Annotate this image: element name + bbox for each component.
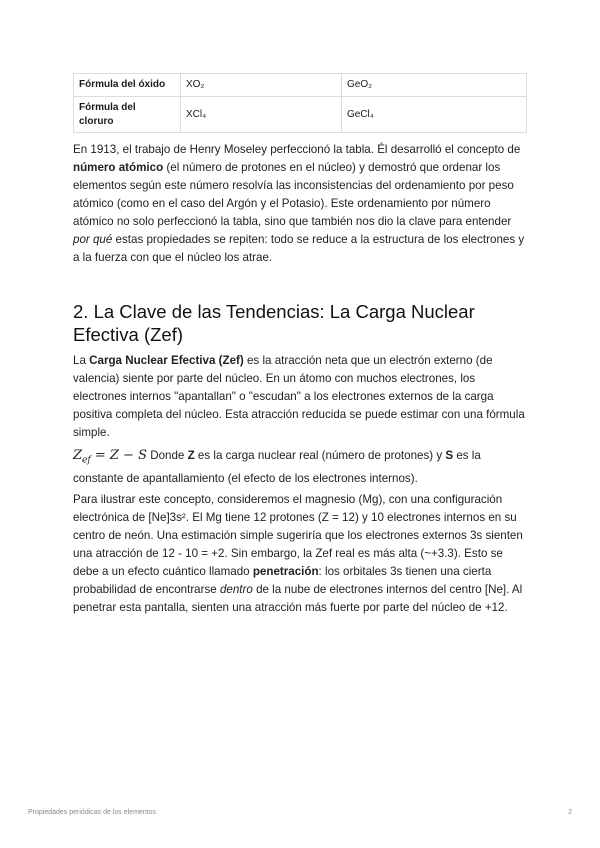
text-run: (el número de protones en el núcleo) y demostró que ordenar los elementos según este número resolvía las inconsistencias del ordenamiento por peso atómico (como en el caso del Argón y el Potasio). Este ordenamiento por número atómico no solo perfeccionó la tabla, sino que también nos dio la clave para entender <box>73 161 514 228</box>
row-header <box>74 97 181 133</box>
row-header: Fórmula del óxido <box>74 74 181 97</box>
text-run: estas propiedades se repiten: todo se reduce a la estructura de los electrones y a la fuerza con que el núcleo los atrae. <box>73 233 525 264</box>
table-row <box>74 97 527 133</box>
text-run: es la carga nuclear real (número de protones) y <box>194 449 446 462</box>
formula-rest: = Z − S <box>90 448 147 463</box>
row-header-line: cloruro <box>79 115 114 127</box>
bold-term: número atómico <box>73 161 164 174</box>
formula-variable: Z <box>73 448 83 463</box>
text-run: : los orbitales 3s tienen una cierta probabilidad de encontrarse <box>73 565 492 596</box>
text-run: es la constante de apantallamiento (el efecto de los electrones internos). <box>73 449 481 485</box>
magnesium-paragraph <box>73 491 528 617</box>
table-cell: GeO₂ <box>342 74 527 97</box>
text-run: de la nube de electrones internos del centro [Ne]. Al penetrar esta pantalla, sienten una atracción más fuerte por parte del núcleo de +12. <box>73 583 523 614</box>
bold-term: Z <box>187 449 195 462</box>
bold-term: penetración <box>252 565 319 578</box>
text-run: es la atracción neta que un electrón externo (de valencia) siente por parte del núcleo. En un átomo con muchos electrones, los electrones internos "apantallan" o "escudan" a los electrones externos de la carga positiva completa del núcleo. Esta atracción reducida se puede estimar con una fórmula simple. <box>73 354 525 439</box>
text-run: En 1913, el trabajo de Henry Moseley perfeccionó la tabla. Él desarrolló el concepto de <box>73 143 521 156</box>
text-run: Donde <box>146 449 188 462</box>
italic-term: por qué <box>73 233 113 246</box>
footer-title: Propiedades periódicas de los elementos <box>28 809 157 816</box>
table-cell: XO₂ <box>181 74 342 97</box>
formula-subscript: ef <box>82 455 91 466</box>
table-row <box>74 74 527 97</box>
formula-paragraph <box>73 447 528 488</box>
table-cell: XCl₄ <box>181 97 342 133</box>
zef-definition-paragraph <box>73 352 528 442</box>
text-run: Para ilustrar este concepto, consideremos el magnesio (Mg), con una configuración electrónica de [Ne]3s². El Mg tiene 12 protones (Z = 12) y 10 electrones internos en su centro de neón. Una estimación simple sugeriría que los electrones externos 3s sienten una atracción de 12 - 10 = +2. Sin embargo, la Zef real es más alta (~+3.3). Esto se debe a un efecto cuántico llamado <box>73 493 523 578</box>
text-run: La <box>73 354 90 367</box>
table-cell: GeCl₄ <box>342 97 527 133</box>
moseley-paragraph <box>73 141 528 267</box>
bold-term: Carga Nuclear Efectiva (Zef) <box>89 354 244 367</box>
row-header-line: Fórmula del <box>79 101 136 113</box>
comparison-table <box>73 73 527 133</box>
bold-term: S <box>445 449 454 462</box>
page-number: 2 <box>568 809 572 816</box>
zef-formula <box>73 448 147 466</box>
italic-term: dentro <box>219 583 253 596</box>
section-heading: 2. La Clave de las Tendencias: La Carga Nuclear Efectiva (Zef) <box>73 301 475 345</box>
